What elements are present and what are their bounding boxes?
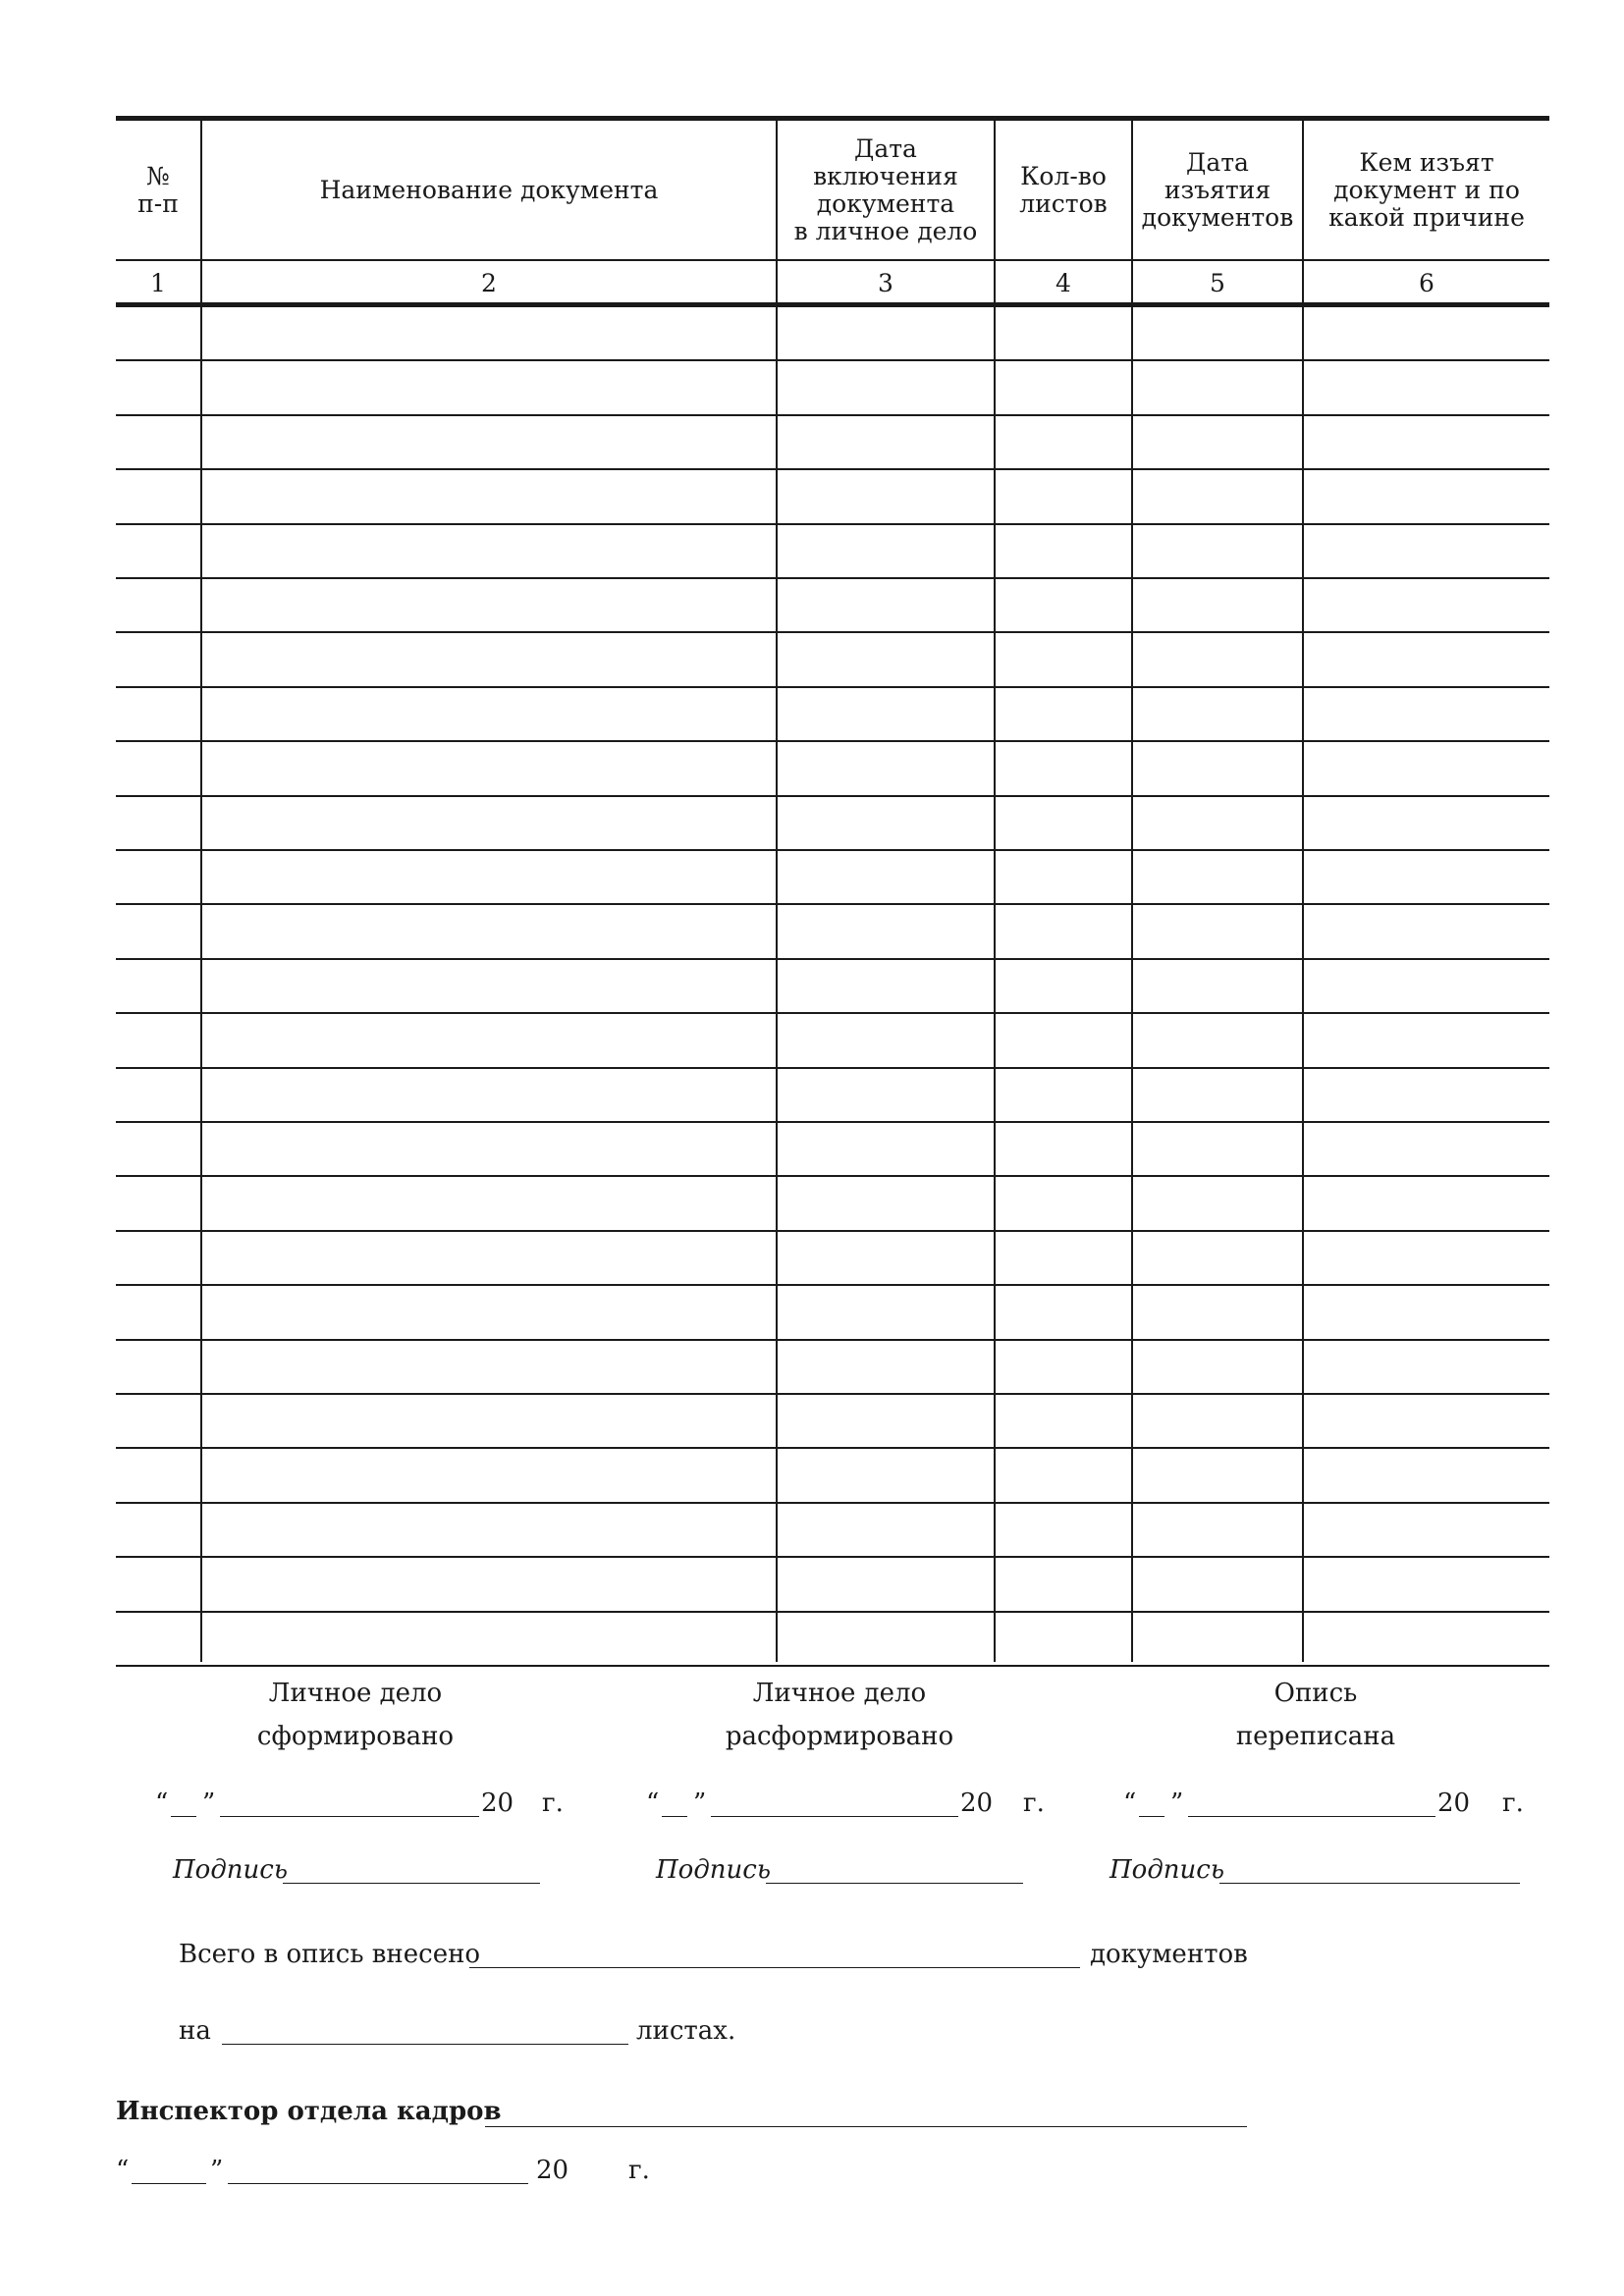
year-prefix: 20: [960, 1789, 994, 1818]
year-prefix: 20: [536, 2156, 569, 2185]
month-blank[interactable]: [711, 1816, 958, 1817]
month-blank[interactable]: [228, 2183, 528, 2184]
sheets-prefix: на: [179, 2016, 211, 2046]
table-row[interactable]: [116, 1395, 1549, 1449]
year-suffix: г.: [1502, 1789, 1524, 1818]
column-number-6: 6: [1419, 268, 1435, 297]
date-close-quote: ”: [693, 1789, 707, 1818]
column-number-4: 4: [1056, 268, 1071, 297]
table-row[interactable]: [116, 1558, 1549, 1612]
table-row[interactable]: [116, 905, 1549, 959]
date-open-quote: “: [155, 1789, 169, 1818]
column-number-3: 3: [878, 268, 893, 297]
table-row[interactable]: [116, 1504, 1549, 1558]
year-prefix: 20: [1437, 1789, 1471, 1818]
table-row[interactable]: [116, 1014, 1549, 1068]
table-row[interactable]: [116, 742, 1549, 796]
table-row[interactable]: [116, 1177, 1549, 1231]
formed-title-line2: сформировано: [256, 1722, 455, 1751]
table-row[interactable]: [116, 1069, 1549, 1123]
total-label: Всего в опись внесено: [179, 1940, 481, 1969]
documents-word: документов: [1090, 1940, 1248, 1969]
table-row[interactable]: [116, 960, 1549, 1014]
day-blank[interactable]: [132, 2183, 206, 2184]
date-close-quote: ”: [1170, 1789, 1184, 1818]
column-number-2: 2: [481, 268, 497, 297]
header-divider: [116, 259, 1549, 261]
day-blank[interactable]: [1139, 1816, 1164, 1817]
signature-blank[interactable]: [1219, 1883, 1520, 1884]
table-row[interactable]: [116, 1613, 1549, 1667]
signature-blank[interactable]: [283, 1883, 540, 1884]
table-row[interactable]: [116, 361, 1549, 415]
inspector-signature-blank[interactable]: [485, 2126, 1247, 2127]
date-open-quote: “: [116, 2156, 130, 2185]
formed-title-line1: Личное дело: [268, 1679, 443, 1708]
rewritten-title-line2: переписана: [1235, 1722, 1396, 1751]
column-number-5: 5: [1210, 268, 1225, 297]
day-blank[interactable]: [662, 1816, 687, 1817]
column-number-1: 1: [150, 268, 166, 297]
day-blank[interactable]: [171, 1816, 196, 1817]
table-row[interactable]: [116, 1286, 1549, 1340]
date-open-quote: “: [646, 1789, 660, 1818]
disbanded-title-line2: расформировано: [725, 1722, 954, 1751]
header-withdrawn-by-reason: Кем изъят документ и по какой причине: [1328, 148, 1525, 232]
header-sheet-count: Кол-во листов: [1019, 162, 1108, 218]
date-close-quote: ”: [210, 2156, 224, 2185]
signature-label: Подпись: [173, 1855, 289, 1885]
table-row[interactable]: [116, 633, 1549, 687]
date-open-quote: “: [1123, 1789, 1137, 1818]
month-blank[interactable]: [1188, 1816, 1435, 1817]
month-blank[interactable]: [220, 1816, 479, 1817]
table-row[interactable]: [116, 470, 1549, 524]
signature-label: Подпись: [1110, 1855, 1225, 1885]
table-row[interactable]: [116, 1449, 1549, 1503]
table-row[interactable]: [116, 1341, 1549, 1395]
sheets-suffix: листах.: [636, 2016, 736, 2046]
header-withdrawal-date: Дата изъятия документов: [1141, 148, 1294, 232]
inspector-label: Инспектор отдела кадров: [116, 2097, 502, 2126]
table-row[interactable]: [116, 1123, 1549, 1177]
signature-blank[interactable]: [766, 1883, 1023, 1884]
year-suffix: г.: [1023, 1789, 1045, 1818]
signature-label: Подпись: [656, 1855, 772, 1885]
table-row[interactable]: [116, 688, 1549, 742]
rewritten-title-line1: Опись: [1273, 1679, 1358, 1708]
table-row[interactable]: [116, 525, 1549, 579]
year-suffix: г.: [542, 1789, 564, 1818]
table-row[interactable]: [116, 579, 1549, 633]
year-prefix: 20: [481, 1789, 514, 1818]
header-inclusion-date: Дата включения документа в личное дело: [793, 134, 978, 245]
table-row[interactable]: [116, 416, 1549, 470]
table-row[interactable]: [116, 851, 1549, 905]
header-document-name: Наименование документа: [319, 176, 659, 204]
sheets-count-blank[interactable]: [222, 2044, 628, 2045]
disbanded-title-line1: Личное дело: [752, 1679, 927, 1708]
year-suffix: г.: [628, 2156, 650, 2185]
table-row[interactable]: [116, 1232, 1549, 1286]
total-documents-blank[interactable]: [469, 1967, 1080, 1968]
table-row[interactable]: [116, 797, 1549, 851]
date-close-quote: ”: [202, 1789, 216, 1818]
table-row[interactable]: [116, 307, 1549, 361]
header-number: № п-п: [137, 162, 179, 218]
